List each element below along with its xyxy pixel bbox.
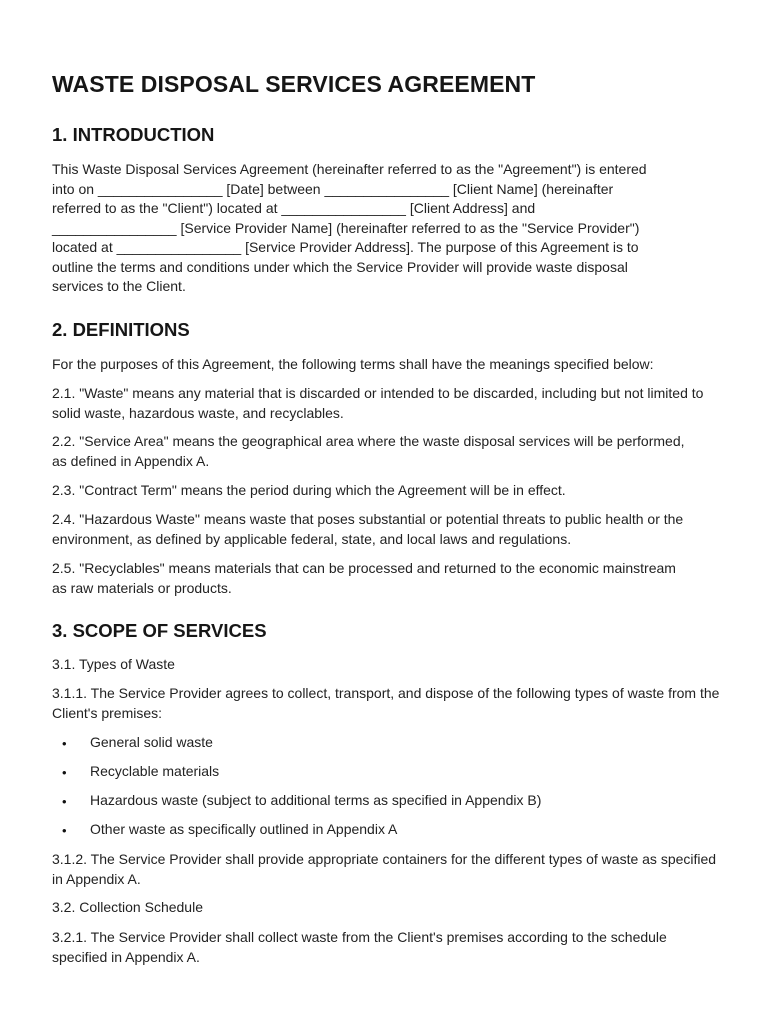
introduction-line: This Waste Disposal Services Agreement (hereinafter referred to as the "Agreement") is entered — [52, 161, 647, 177]
definition-waste: 2.1. "Waste" means any material that is discarded or intended to be discarded, including but not limited to solid waste, hazardous waste, and recyclables. — [52, 385, 704, 421]
clause-3-1-1: 3.1.1. The Service Provider agrees to collect, transport, and dispose of the following types of waste from the Client's premises: — [52, 685, 720, 721]
introduction-line: into on ________________ [Date] between ________________ [Client Name] (hereinafter — [52, 180, 614, 197]
clause-3-1-2: 3.1.2. The Service Provider shall provide appropriate containers for the different types of waste as specified in Appendix A. — [52, 851, 717, 887]
list-item-text: General solid waste — [90, 734, 213, 750]
introduction-line: referred to as the "Client") located at ________________ [Client Address] and — [52, 200, 536, 216]
section-heading-scope-of-services: 3. SCOPE OF SERVICES — [52, 620, 267, 641]
document-title: WASTE DISPOSAL SERVICES AGREEMENT — [52, 71, 536, 97]
definition-service-area: 2.2. "Service Area" means the geographical area where the waste disposal services will be performed, as defined in Appendix A. — [52, 433, 685, 469]
list-item-text: Recyclable materials — [90, 763, 220, 779]
introduction-line: outline the terms and conditions under which the Service Provider will provide waste disposal — [52, 258, 628, 275]
definition-recyclables: 2.5. "Recyclables" means materials that can be processed and returned to the economic mainstream as raw materials or products. — [52, 560, 676, 596]
bullet-icon: • — [62, 765, 67, 780]
section-heading-introduction: 1. INTRODUCTION — [52, 124, 215, 145]
definition-contract-term: 2.3. "Contract Term" means the period during which the Agreement will be in effect. — [52, 482, 566, 498]
definition-hazardous-waste: 2.4. "Hazardous Waste" means waste that poses substantial or potential threats to public health or the environment, as defined by applicable federal, state, and local laws and regulations. — [52, 511, 684, 547]
bullet-icon: • — [62, 736, 67, 751]
subsection-collection-schedule: 3.2. Collection Schedule — [52, 899, 203, 915]
list-item-text: Other waste as specifically outlined in Appendix A — [90, 821, 398, 837]
introduction-line: services to the Client. — [52, 278, 186, 294]
clause-3-2-1: 3.2.1. The Service Provider shall collect waste from the Client's premises according to the schedule specified in Appendix A. — [52, 929, 667, 965]
bullet-icon: • — [62, 794, 67, 809]
introduction-line: located at ________________ [Service Provider Address]. The purpose of this Agreement is to — [52, 239, 639, 255]
introduction-paragraph — [52, 160, 732, 297]
list-item-text: Hazardous waste (subject to additional terms as specified in Appendix B) — [90, 792, 542, 808]
subsection-types-of-waste: 3.1. Types of Waste — [52, 656, 175, 672]
section-heading-definitions: 2. DEFINITIONS — [52, 319, 190, 340]
bullet-icon: • — [62, 823, 67, 838]
definitions-intro: For the purposes of this Agreement, the following terms shall have the meanings specified below: — [52, 356, 654, 372]
introduction-line: ________________ [Service Provider Name] (hereinafter referred to as the "Service Provider") — [52, 219, 640, 236]
